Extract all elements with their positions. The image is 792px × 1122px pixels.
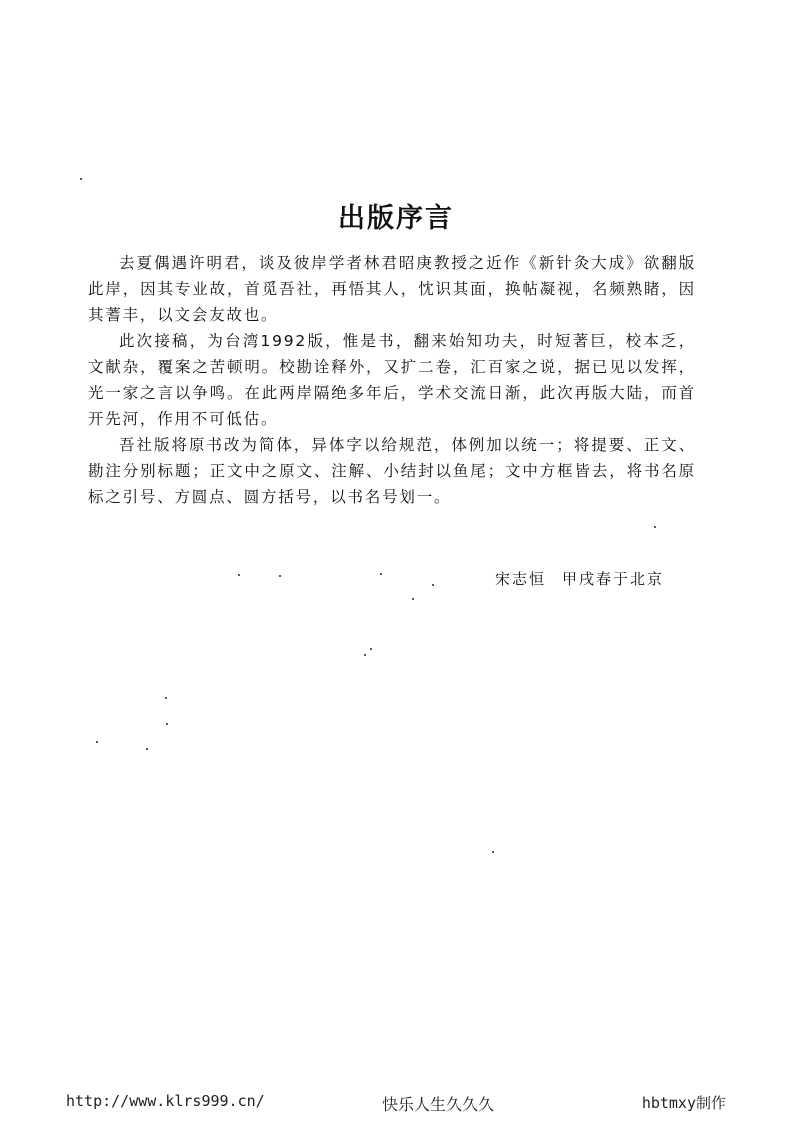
- scan-speck: [432, 584, 434, 586]
- scan-speck: [364, 654, 366, 656]
- signature-author: 宋志恒: [494, 570, 546, 588]
- page-title: 出版序言: [338, 203, 454, 235]
- preface-body: [88, 250, 696, 510]
- footer-slogan: 快乐人生久久久: [382, 1095, 495, 1114]
- paragraph-1: 去夏偶遇许明君，谈及彼岸学者林君昭庚教授之近作《新针灸大成》欲翻版此岸，因其专业故，首觅吾社，再悟其人，忱识其面，换帖凝视，名频熟睹，因其蓍丰，以文会友故也。: [88, 254, 696, 324]
- paragraph-2: 此次接稿，为台湾1992版，惟是书，翻来始知功夫，时短著巨，校本乏，文献杂，覆案之苦顿明。校勘诠释外，又扩二卷，汇百家之说，据已见以发挥，光一家之言以争鸣。在此两岸隔绝多年后，学术交流日渐，此次再版大陆，而首开先河，作用不可低估。: [88, 332, 696, 428]
- scan-speck: [146, 748, 148, 750]
- footer-credit: hbtmxy制作: [641, 1094, 726, 1112]
- scan-speck: [380, 573, 382, 575]
- scan-speck: [238, 574, 240, 576]
- scan-speck: [654, 526, 656, 528]
- scan-speck: [166, 723, 168, 725]
- footer: [0, 1092, 792, 1116]
- scan-speck: [165, 697, 167, 699]
- footer-url[interactable]: http://www.klrs999.cn/: [66, 1092, 265, 1110]
- signature: [495, 568, 664, 589]
- paragraph-3: 吾社版将原书改为简体，异体字以给规范，体例加以统一；将提要、正文、勘注分别标题；正文中之原文、注解、小结封以鱼尾；文中方框皆去，将书名原标之引号、方圆点、圆方括号，以书名号划一。: [88, 436, 696, 506]
- scan-speck: [412, 598, 414, 600]
- scan-speck: [370, 648, 372, 650]
- scan-speck: [279, 575, 281, 577]
- signature-date-place: 甲戌春于北京: [561, 570, 664, 588]
- scan-speck: [492, 851, 494, 853]
- scan-speck: [80, 178, 82, 180]
- scan-speck: [96, 741, 98, 743]
